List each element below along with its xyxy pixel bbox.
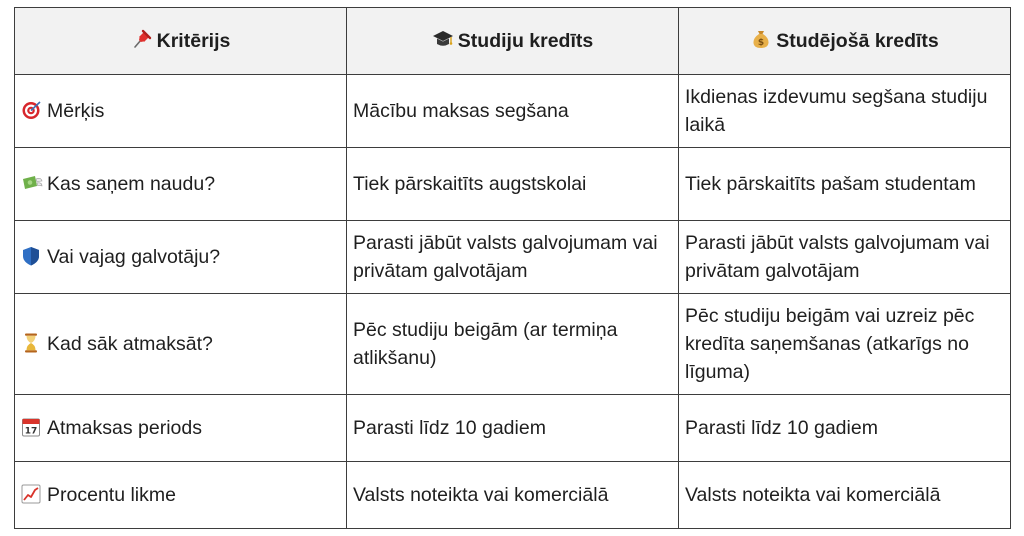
money-with-wings-icon (21, 173, 43, 193)
student-loan-cell: Tiek pārskaitīts pašam studentam (679, 148, 1011, 221)
hourglass-icon (21, 333, 43, 353)
graduation-cap-icon (432, 28, 454, 50)
header-study-loan (347, 8, 679, 75)
student-loan-cell: Parasti jābūt valsts galvojumam vai privātam galvotājam (679, 221, 1011, 294)
student-loan-cell: Valsts noteikta vai komerciālā (679, 462, 1011, 529)
header-criterion (15, 8, 347, 75)
svg-text:$: $ (758, 38, 765, 48)
calendar-day-number: 17 (24, 426, 38, 437)
criterion-label: Kas saņem naudu? (47, 173, 216, 195)
student-loan-cell: Ikdienas izdevumu segšana studiju laikā (679, 75, 1011, 148)
criterion-cell (15, 395, 347, 462)
pushpin-icon (131, 28, 153, 50)
header-study-loan-label: Studiju kredīts (457, 30, 594, 52)
table-row (15, 221, 1011, 294)
header-row (15, 8, 1011, 75)
study-loan-cell: Parasti jābūt valsts galvojumam vai privātam galvotājam (347, 221, 679, 294)
criterion-cell (15, 148, 347, 221)
money-bag-icon (750, 28, 772, 50)
criterion-label: Mērķis (47, 100, 105, 122)
criterion-cell (15, 462, 347, 529)
criterion-cell (15, 294, 347, 395)
table-row (15, 462, 1011, 529)
criterion-label: Vai vajag galvotāju? (47, 246, 221, 268)
study-loan-cell: Tiek pārskaitīts augstskolai (347, 148, 679, 221)
table-row (15, 148, 1011, 221)
comparison-table-container (14, 7, 1010, 529)
criterion-label: Procentu likme (47, 484, 176, 506)
criterion-label: Atmaksas periods (47, 417, 202, 439)
target-icon (21, 100, 43, 120)
header-criterion-label: Kritērijs (156, 30, 231, 52)
shield-icon (21, 246, 43, 266)
table-row (15, 395, 1011, 462)
loan-comparison-table (14, 7, 1011, 529)
criterion-cell (15, 75, 347, 148)
calendar-icon (21, 417, 43, 437)
table-row (15, 294, 1011, 395)
header-student-loan-label: Studējošā kredīts (776, 30, 939, 52)
table-row (15, 75, 1011, 148)
study-loan-cell: Mācību maksas segšana (347, 75, 679, 148)
student-loan-cell: Parasti līdz 10 gadiem (679, 395, 1011, 462)
study-loan-cell: Valsts noteikta vai komerciālā (347, 462, 679, 529)
student-loan-cell: Pēc studiju beigām vai uzreiz pēc kredīta saņemšanas (atkarīgs no līguma) (679, 294, 1011, 395)
study-loan-cell: Pēc studiju beigām (ar termiņa atlikšanu) (347, 294, 679, 395)
criterion-label: Kad sāk atmaksāt? (47, 333, 213, 355)
study-loan-cell: Parasti līdz 10 gadiem (347, 395, 679, 462)
chart-increasing-icon (21, 484, 43, 504)
header-student-loan (679, 8, 1011, 75)
criterion-cell (15, 221, 347, 294)
